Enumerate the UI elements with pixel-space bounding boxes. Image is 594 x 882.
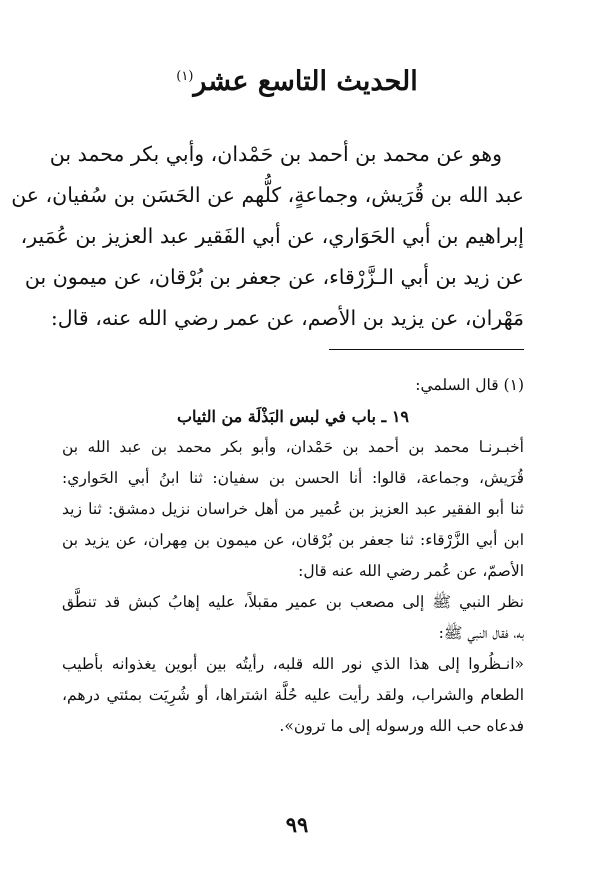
footnote bbox=[62, 370, 524, 742]
page-number: ٩٩ bbox=[285, 812, 309, 837]
footnote-line: قُرَيش، وجماعة، قالوا: أنا الحسن بن سفيان: ثنا ابنُ أبي الحَواري: bbox=[62, 469, 524, 487]
footnote-line: «انـظُروا إلى هذا الذي نور الله قلبه، رأيتُه بين أبوين يغذوانه بأطيب bbox=[62, 655, 524, 673]
main-text-line: إبراهيم بن أبي الحَوَاري، عن أبي الفَقير عبد العزيز بن عُمَير، bbox=[20, 224, 524, 248]
footnote-line: فدعاه حب الله ورسوله إلى ما ترون». bbox=[279, 717, 524, 735]
main-text-line: وهو عن محمد بن أحمد بن حَمْدان، وأبي بكر محمد بن bbox=[49, 142, 502, 166]
footnote-line: ثنا أبو الفقير عبد العزيز بن عُمير من أهل خراسان نزيل دمشق: ثنا زيد bbox=[62, 500, 524, 518]
footnote-separator bbox=[329, 349, 524, 350]
footnote-line: الطعام والشراب، ولقد رأيت عليه حُلَّة اشتراها، أو شُرِيَت بمئتي درهم، bbox=[62, 686, 524, 704]
footnote-line: ابن أبي الزَّرْقاء: ثنا جعفر بن بُرْقان، عن ميمون بن مِهران، عن يزيد بن bbox=[62, 531, 524, 549]
footnote-line: به، فقال النبي ﷺ: bbox=[438, 624, 524, 642]
footnote-heading: (١) قال السلمي: bbox=[415, 376, 524, 394]
footnote-line: الأصمّ، عن عُمر رضي الله عنه قال: bbox=[298, 562, 524, 580]
main-text bbox=[11, 134, 524, 339]
main-text-line: عن زيد بن أبي الـزَّرْقاء، عن جعفر بن بُرْقان، عن ميمون بن bbox=[24, 265, 524, 289]
main-text-line: مَهْران، عن يزيد بن الأصم، عن عمر رضي الله عنه، قال: bbox=[50, 306, 524, 330]
main-text-line: عبد الله بن قُرَيش، وجماعةٍ، كلُّهم عن الحَسَن بن سُفيان، عن bbox=[11, 183, 524, 207]
footnote-line: نظر النبي ﷺ إلى مصعب بن عمير مقبلاً، عليه إهابُ كبش قد تنطَّق bbox=[62, 593, 524, 611]
footnote-chapter-heading: ١٩ ـ باب في لبس البَذْلَة من الثياب bbox=[176, 407, 409, 426]
chapter-title-text: الحديث التاسع عشر bbox=[193, 66, 418, 97]
footnote-reference: (١) bbox=[176, 69, 194, 84]
chapter-title bbox=[0, 66, 594, 97]
footnote-line: أخبـرنـا محمد بن أحمد بن حَمْدان، وأبو بكر محمد بن عبد الله بن bbox=[62, 438, 524, 456]
